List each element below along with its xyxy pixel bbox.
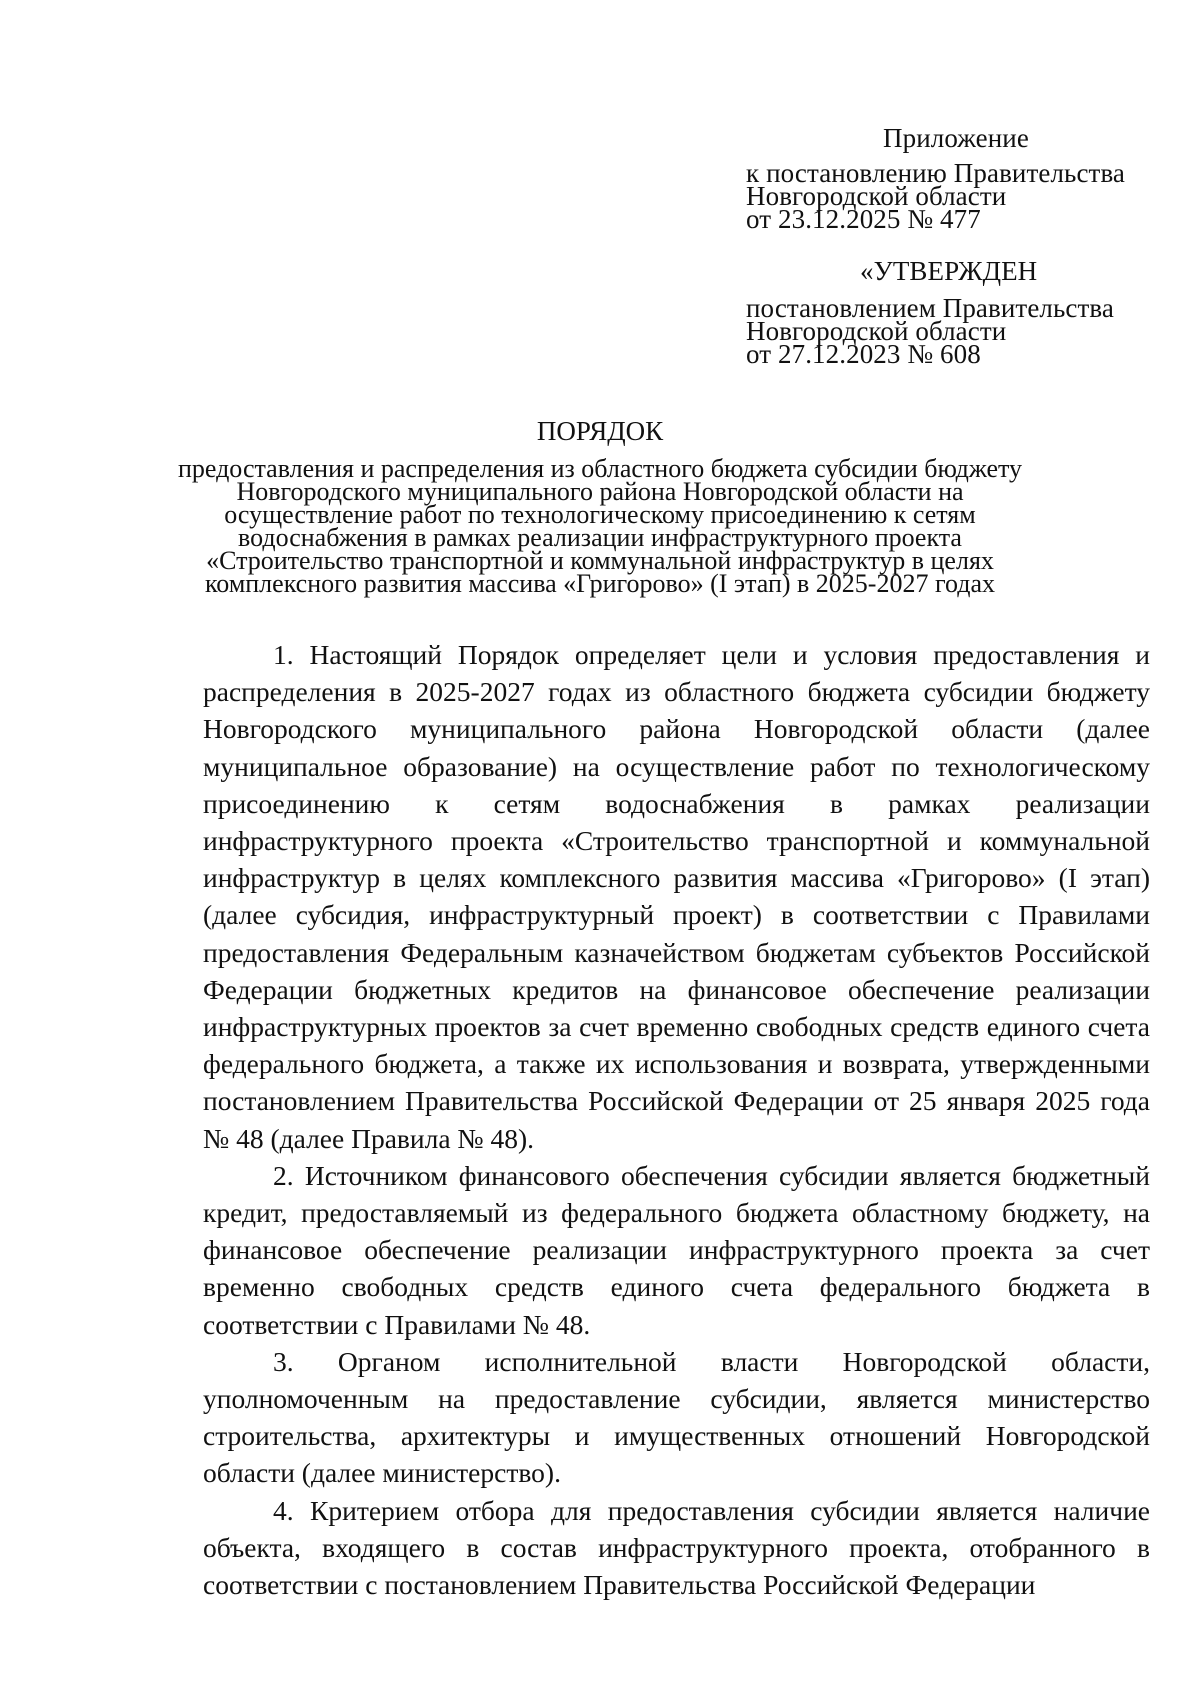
paragraph-4: 4. Критерием отбора для предоставления субсидии является наличие объекта, входящего в состав инфраструктурного проекта, отобранного в соответствии с постановлением Правительства Российской Федерации (203, 1494, 1150, 1601)
document-title: ПОРЯДОК (536, 416, 664, 446)
subtitle-line-1: предоставления и распределения из областного бюджета субсидии бюджету (177, 454, 1023, 483)
paragraph-2: 2. Источником финансового обеспечения субсидии является бюджетный кредит, предоставляемый из федерального бюджета областному бюджету, на финансовое обеспечение реализации инфраструктурного проекта за счет временно свободных средств единого счета федерального бюджета в соответствии с Правилами № 48. (203, 1159, 1150, 1340)
document-body (203, 636, 1150, 1603)
subtitle-line-5: «Строительство транспортной и коммунальной инфраструктур в целях (206, 546, 994, 575)
appendix-line-2: Новгородской области (746, 181, 1007, 211)
appendix-line-1: к постановлению Правительства (746, 158, 1126, 188)
appendix-line-3: от 23.12.2025 № 477 (746, 204, 981, 234)
subtitle-line-3: осуществление работ по технологическому присоединению к сетям (224, 500, 976, 529)
paragraph-3: 3. Органом исполнительной власти Новгородской области, уполномоченным на предоставление субсидии, является министерство строительства, архитектуры и имущественных отношений Новгородской области (далее министерство). (203, 1345, 1150, 1489)
subtitle-line-6: комплексного развития массива «Григорово» (I этап) в 2025-2027 годах (205, 569, 995, 598)
subtitle-line-4: водоснабжения в рамках реализации инфраструктурного проекта (238, 523, 962, 552)
appendix-label: Приложение (883, 123, 1029, 153)
approved-label: «УТВЕРЖДЕН (860, 256, 1038, 286)
approved-line-2: Новгородской области (746, 316, 1007, 346)
subtitle-line-2: Новгородского муниципального района Новгородской области на (236, 477, 964, 506)
paragraph-1: 1. Настоящий Порядок определяет цели и условия предоставления и распределения в 2025-2027 годах из областного бюджета субсидии бюджету Новгородского муниципального района Новгородской области (далее муниципальное образование) на осуществление работ по технологическому присоединению к сетям водоснабжения в рамках реализации инфраструктурного проекта «Строительство транспортной и коммунальной инфраструктур в целях комплексного развития массива «Григорово» (I этап) (далее субсидия, инфраструктурный проект) в соответствии с Правилами предоставления Федеральным казначейством бюджетам субъектов Российской Федерации бюджетных кредитов на финансовое обеспечение реализации инфраструктурных проектов за счет временно свободных средств единого счета федерального бюджета, а также их использования и возврата, утвержденными постановлением Правительства Российской Федерации от 25 января 2025 года № 48 (далее Правила № 48). (203, 639, 1150, 1154)
approved-line-1: постановлением Правительства (746, 293, 1114, 323)
approved-line-3: от 27.12.2023 № 608 (746, 339, 981, 369)
